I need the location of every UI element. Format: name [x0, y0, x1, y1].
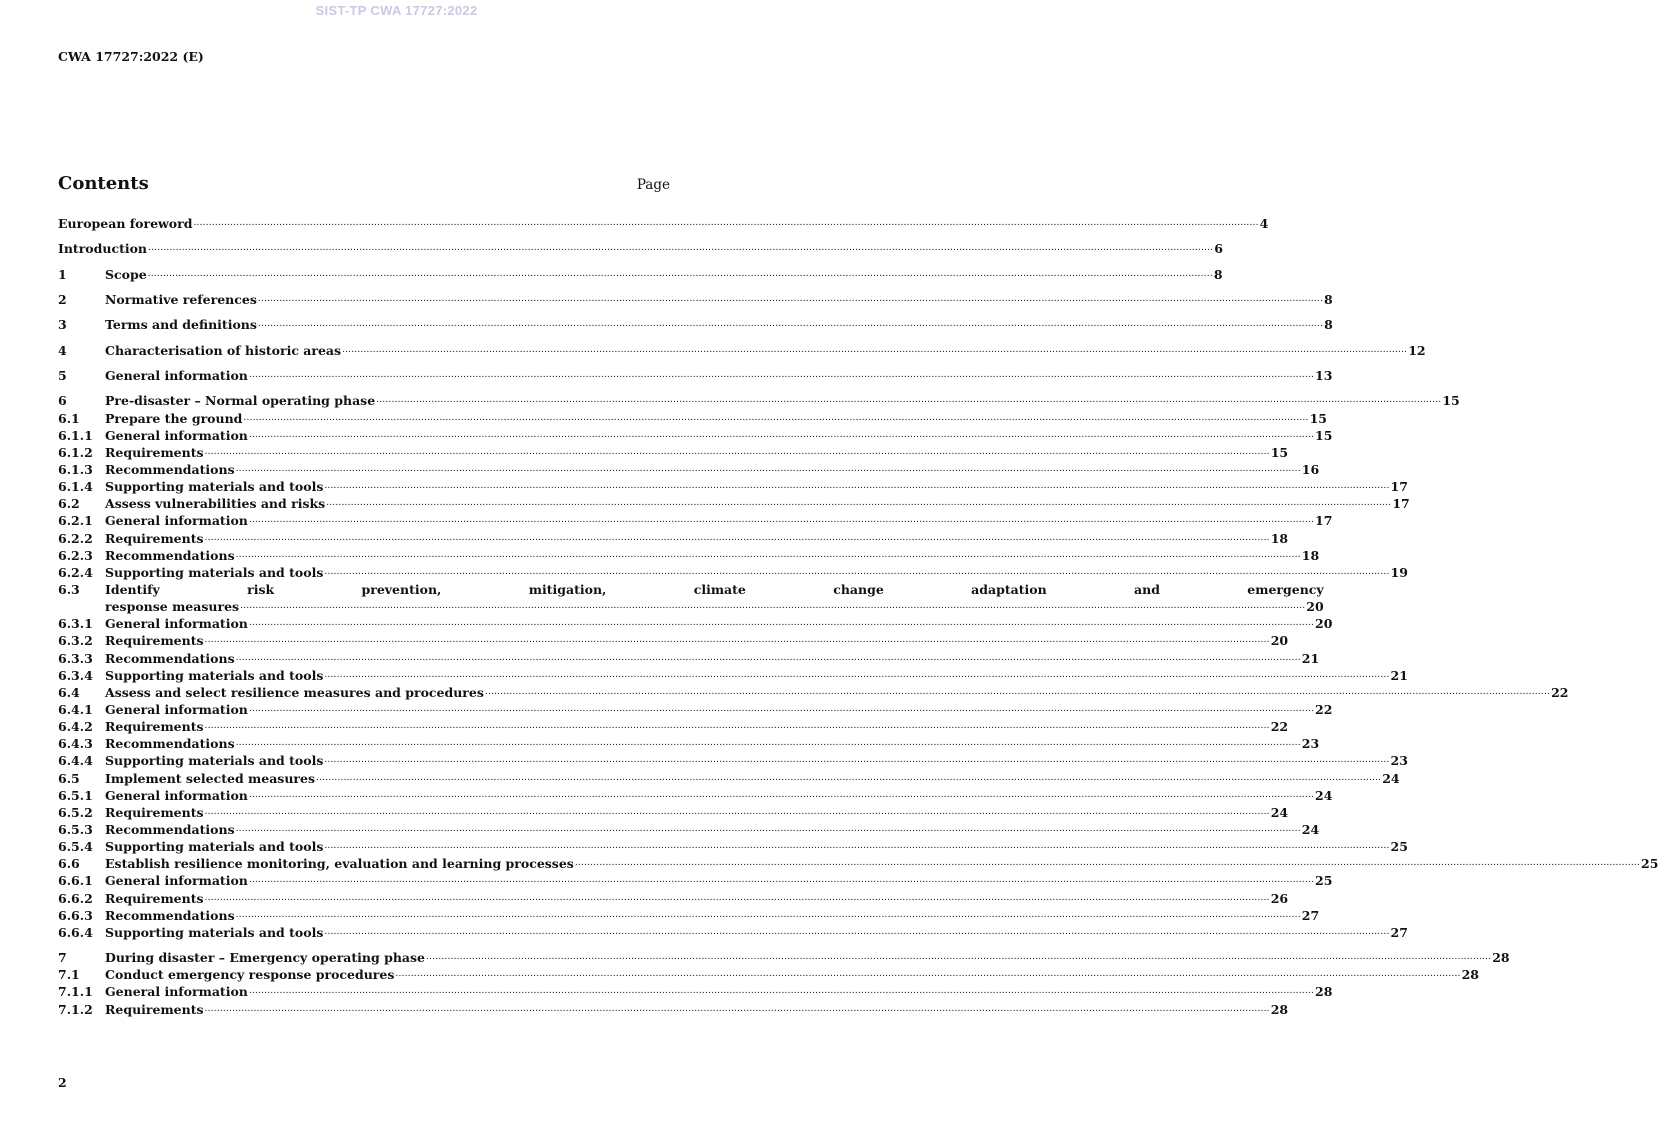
toc-entry[interactable]	[58, 718, 1289, 735]
toc-entry-title: Recommendations	[105, 821, 235, 837]
toc-entry-number: 6.6.1	[58, 873, 93, 889]
dot-leader	[249, 617, 1314, 629]
toc-entry-title: Prepare the ground	[105, 410, 243, 426]
toc-entry[interactable]	[58, 512, 1333, 529]
dot-leader	[326, 497, 1391, 509]
toc-entry-title: Terms and definitions	[105, 317, 257, 333]
toc-entry-page: 4	[1259, 216, 1269, 232]
toc-entry-title: Pre-disaster – Normal operating phase	[105, 393, 376, 409]
toc-entry-page: 20	[1315, 616, 1333, 632]
toc-entry[interactable]	[58, 787, 1333, 804]
toc-entry-number: 4	[58, 342, 67, 358]
toc-entry-number: 6.5.1	[58, 787, 93, 803]
toc-entry-title: Assess and select resilience measures and procedures	[105, 684, 484, 700]
toc-entry-title: Requirements	[105, 890, 204, 906]
toc-entry-page: 18	[1301, 547, 1320, 563]
toc-entry-page: 8	[1324, 317, 1333, 333]
toc-entry-title: General information	[105, 787, 248, 803]
dot-leader	[205, 446, 1270, 458]
toc-entry[interactable]	[58, 804, 1289, 821]
toc-entry[interactable]	[58, 735, 1320, 752]
toc-entry[interactable]	[58, 392, 1460, 409]
toc-entry-title: Establish resilience monitoring, evaluation and learning processes	[105, 856, 574, 872]
toc-entry[interactable]	[58, 1000, 1289, 1017]
toc-entry-page: 25	[1390, 839, 1408, 855]
toc-entry-title: Conduct emergency response procedures	[105, 967, 395, 983]
toc-entry-number: 6.2.3	[58, 547, 93, 563]
toc-entry-number: 6.2.1	[58, 513, 93, 529]
toc-entry-title: Recommendations	[105, 547, 235, 563]
toc-entry[interactable]	[58, 409, 1327, 426]
toc-entry-number: 7.1	[58, 967, 80, 983]
dot-leader	[193, 217, 1258, 229]
toc-entry-number: 6.4.3	[58, 736, 93, 752]
toc-entry-title: General information	[105, 513, 248, 529]
dot-leader	[324, 840, 1389, 852]
toc-entry-title: General information	[105, 873, 248, 889]
toc-entry[interactable]	[58, 367, 1333, 384]
dot-leader	[205, 532, 1270, 544]
toc-entry-page: 17	[1392, 496, 1410, 512]
dot-leader	[205, 1003, 1270, 1015]
toc-entry-title: Scope	[105, 266, 147, 282]
toc-entry-page: 25	[1641, 856, 1658, 872]
toc-entry-number: 6	[58, 393, 67, 409]
dot-leader	[258, 318, 1323, 330]
toc-entry-page: 20	[1270, 633, 1289, 649]
toc-entry[interactable]	[58, 427, 1333, 444]
toc-entry-title: General information	[105, 368, 248, 384]
toc-entry-page: 26	[1270, 890, 1289, 906]
toc-entry-number: 6.5.4	[58, 839, 93, 855]
toc-entry-title: Supporting materials and tools	[105, 479, 324, 495]
toc-entry-number: 7	[58, 950, 67, 966]
toc-entry[interactable]	[58, 581, 1324, 615]
toc-entry-number: 6.4.2	[58, 719, 93, 735]
table-of-contents	[58, 215, 1658, 1018]
toc-entry[interactable]	[58, 889, 1289, 906]
toc-entry-number: 6.1.3	[58, 462, 93, 477]
toc-entry-title: Requirements	[105, 633, 204, 649]
toc-entry-number: 6.6.2	[58, 890, 93, 906]
toc-entry[interactable]	[58, 478, 1408, 495]
toc-entry-title: General information	[105, 616, 248, 632]
dot-leader	[426, 951, 1491, 963]
dot-leader	[249, 514, 1314, 526]
toc-entry-page: 8	[1213, 266, 1223, 282]
toc-entry-number: 6.3.2	[58, 633, 93, 649]
dot-leader	[324, 566, 1389, 578]
toc-entry-title: Characterisation of historic areas	[105, 342, 342, 358]
toc-entry-number: 6.5.2	[58, 804, 93, 820]
toc-entry[interactable]	[58, 667, 1408, 684]
dot-leader	[236, 463, 1301, 475]
dot-leader	[249, 985, 1314, 997]
toc-entry-number: 6.6.3	[58, 907, 93, 923]
toc-entry[interactable]	[58, 615, 1333, 632]
toc-entry-number: 6.4.1	[58, 701, 93, 717]
toc-entry-number: 6.3	[58, 581, 80, 597]
dot-leader	[376, 394, 1441, 406]
page-number: 2	[58, 1075, 67, 1090]
toc-entry[interactable]	[58, 701, 1333, 718]
toc-entry-title: General information	[105, 701, 248, 717]
toc-entry-number: 6.2	[58, 496, 80, 512]
toc-entry[interactable]	[58, 907, 1320, 924]
document-id: CWA 17727:2022 (E)	[58, 49, 204, 64]
toc-entry[interactable]	[58, 529, 1289, 546]
toc-entry-page: 21	[1301, 650, 1320, 666]
watermark: SIST-TP CWA 17727:2022	[315, 3, 478, 18]
dot-leader	[205, 634, 1270, 646]
toc-entry[interactable]	[58, 444, 1289, 461]
toc-entry[interactable]	[58, 342, 1426, 359]
toc-entry-number: 7.1.2	[58, 1001, 93, 1017]
toc-entry-page: 8	[1324, 292, 1333, 308]
toc-entry-page: 15	[1442, 393, 1460, 409]
toc-entry-title: General information	[105, 427, 248, 443]
toc-entry-page: 12	[1408, 342, 1426, 358]
toc-entry-title: Recommendations	[105, 736, 235, 752]
toc-entry-title: Supporting materials and tools	[105, 564, 324, 580]
dot-leader	[249, 703, 1314, 715]
toc-entry-page: 17	[1315, 513, 1333, 529]
toc-entry-page: 27	[1390, 924, 1408, 940]
toc-entry[interactable]	[58, 949, 1510, 966]
toc-entry-page: 24	[1315, 787, 1333, 803]
dot-leader	[236, 909, 1301, 921]
toc-entry[interactable]	[58, 291, 1333, 308]
toc-entry[interactable]	[58, 769, 1400, 786]
toc-entry-page: 15	[1270, 444, 1289, 460]
toc-entry-page: 16	[1301, 462, 1320, 477]
toc-entry-page: 25	[1315, 873, 1333, 889]
dot-leader	[236, 549, 1301, 561]
toc-entry[interactable]	[58, 316, 1333, 333]
toc-entry[interactable]	[58, 821, 1320, 838]
toc-entry-number: 6.1.1	[58, 427, 93, 443]
page-column-label: Page	[636, 177, 670, 193]
toc-entry-title: Recommendations	[105, 907, 235, 923]
toc-entry-number: 6.4.4	[58, 753, 93, 769]
toc-entry[interactable]	[58, 632, 1289, 649]
dot-leader	[240, 600, 1305, 612]
toc-entry-number: 6.6.4	[58, 924, 93, 940]
dot-leader	[148, 242, 1213, 254]
dot-leader	[575, 857, 1640, 869]
toc-entry[interactable]	[58, 266, 1223, 283]
contents-heading: Contents	[58, 173, 149, 194]
dot-leader	[205, 806, 1270, 818]
toc-entry-title: Identify risk prevention, mitigation, climate change adaptation and emergency	[105, 581, 1324, 597]
toc-entry-number: 1	[58, 266, 67, 282]
toc-entry-title-continued: response measures	[105, 598, 240, 614]
toc-entry-title: Requirements	[105, 530, 204, 546]
toc-entry-page: 27	[1301, 907, 1320, 923]
dot-leader	[316, 772, 1381, 784]
toc-entry-page: 24	[1301, 821, 1320, 837]
toc-entry-title: Requirements	[105, 1001, 204, 1017]
toc-entry[interactable]	[58, 966, 1479, 983]
toc-entry-page: 24	[1382, 770, 1400, 786]
toc-entry-page: 15	[1315, 427, 1333, 443]
dot-leader	[249, 789, 1314, 801]
toc-entry-title: Implement selected measures	[105, 770, 316, 786]
dot-leader	[342, 344, 1407, 356]
dot-leader	[324, 669, 1389, 681]
dot-leader	[205, 892, 1270, 904]
toc-entry[interactable]	[58, 752, 1408, 769]
toc-entry-page: 23	[1390, 753, 1408, 769]
toc-entry-title: General information	[105, 984, 248, 1000]
toc-entry-number: 2	[58, 292, 67, 308]
toc-entry[interactable]	[58, 983, 1333, 1000]
toc-entry-page: 21	[1390, 667, 1408, 683]
toc-entry-page: 6	[1214, 241, 1223, 257]
toc-entry-title: Requirements	[105, 719, 204, 735]
toc-entry[interactable]	[58, 461, 1320, 478]
dot-leader	[485, 686, 1550, 698]
toc-entry-title: Supporting materials and tools	[105, 924, 324, 940]
toc-entry-title: Supporting materials and tools	[105, 753, 324, 769]
toc-entry[interactable]	[58, 240, 1223, 257]
toc-entry-number: 6.5.3	[58, 821, 93, 837]
toc-entry-number: 6.3.4	[58, 667, 93, 683]
dot-leader	[249, 429, 1314, 441]
toc-entry-number: 6.6	[58, 856, 80, 872]
toc-entry-number: 6.2.2	[58, 530, 93, 546]
toc-entry-title: Supporting materials and tools	[105, 667, 324, 683]
toc-entry-page: 15	[1309, 410, 1327, 426]
dot-leader	[236, 823, 1301, 835]
toc-entry-number: 6.5	[58, 770, 80, 786]
toc-entry[interactable]	[58, 924, 1408, 941]
toc-entry-page: 20	[1306, 598, 1324, 614]
toc-entry-page: 28	[1270, 1001, 1289, 1017]
toc-entry[interactable]	[58, 547, 1320, 564]
dot-leader	[249, 874, 1314, 886]
toc-entry-number: 6.3.3	[58, 650, 93, 666]
toc-entry-page: 17	[1390, 479, 1408, 495]
dot-leader	[395, 968, 1460, 980]
toc-entry-title: Supporting materials and tools	[105, 839, 324, 855]
toc-entry-number: 6.1.4	[58, 479, 93, 495]
toc-entry-title: During disaster – Emergency operating phase	[105, 950, 426, 966]
dot-leader	[243, 412, 1308, 424]
dot-leader	[324, 754, 1389, 766]
toc-entry-title: Recommendations	[105, 650, 235, 666]
toc-entry-number: 6.4	[58, 684, 80, 700]
toc-entry-title: European foreword	[58, 216, 193, 232]
toc-entry-title: Assess vulnerabilities and risks	[105, 496, 326, 512]
dot-leader	[205, 720, 1270, 732]
toc-entry-page: 13	[1315, 368, 1333, 384]
dot-leader	[258, 293, 1323, 305]
toc-entry-page: 28	[1315, 984, 1333, 1000]
toc-entry-page: 28	[1461, 967, 1479, 983]
toc-entry[interactable]	[58, 838, 1408, 855]
dot-leader	[324, 480, 1389, 492]
toc-entry-page: 23	[1301, 736, 1320, 752]
toc-entry-number: 7.1.1	[58, 984, 93, 1000]
toc-entry[interactable]	[58, 215, 1269, 232]
toc-entry-title: Requirements	[105, 444, 204, 460]
toc-entry[interactable]	[58, 872, 1333, 889]
toc-entry-number: 6.2.4	[58, 564, 93, 580]
toc-entry-title: Requirements	[105, 804, 204, 820]
toc-entry-page: 18	[1270, 530, 1289, 546]
toc-entry-title: Normative references	[105, 292, 257, 308]
dot-leader	[148, 268, 1213, 280]
toc-entry-page: 22	[1315, 701, 1333, 717]
dot-leader	[236, 737, 1301, 749]
toc-entry-number: 6.3.1	[58, 616, 93, 632]
toc-entry-title: Introduction	[58, 241, 148, 257]
toc-entry-page: 22	[1551, 684, 1569, 700]
toc-entry-number: 6.1.2	[58, 444, 93, 460]
toc-entry[interactable]	[58, 684, 1569, 701]
toc-entry-number: 3	[58, 317, 67, 333]
dot-leader	[324, 926, 1389, 938]
toc-entry-page: 19	[1390, 564, 1408, 580]
toc-entry-title: Recommendations	[105, 462, 235, 477]
toc-entry[interactable]	[58, 649, 1320, 666]
dot-leader	[249, 369, 1314, 381]
toc-entry-page: 22	[1270, 719, 1289, 735]
dot-leader	[236, 652, 1301, 664]
toc-entry-number: 5	[58, 368, 67, 384]
toc-entry-number: 6.1	[58, 410, 80, 426]
toc-entry[interactable]	[58, 495, 1410, 512]
toc-entry-page: 28	[1492, 950, 1510, 966]
toc-entry-page: 24	[1270, 804, 1289, 820]
toc-entry[interactable]	[58, 564, 1408, 581]
toc-entry[interactable]	[58, 855, 1658, 872]
